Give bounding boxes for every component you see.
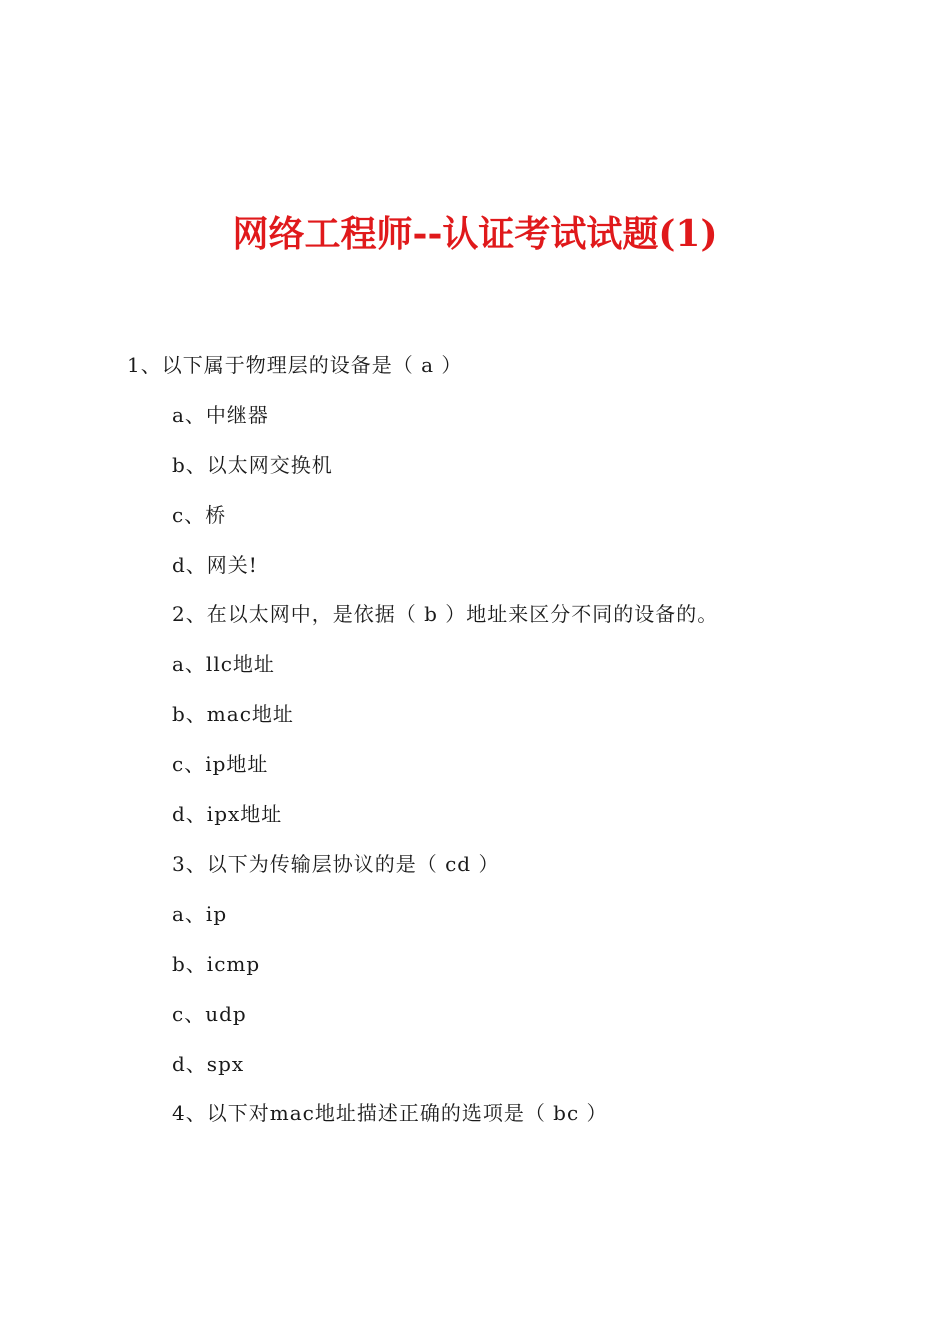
question-3-option-a: a、ip — [172, 902, 228, 926]
question-1-option-b: b、以太网交换机 — [172, 453, 333, 477]
question-1-option-d: d、网关! — [172, 553, 258, 577]
question-1-option-c: c、桥 — [172, 503, 227, 527]
question-2-option-b: b、mac地址 — [172, 702, 294, 726]
question-3-option-c: c、udp — [172, 1002, 247, 1026]
question-3-option-b: b、icmp — [172, 952, 261, 976]
question-2-option-d: d、ipx地址 — [172, 802, 283, 826]
question-2: 2、在以太网中，是依据（ b ）地址来区分不同的设备的。 — [172, 602, 719, 626]
question-2-option-c: c、ip地址 — [172, 752, 269, 776]
question-1-option-a: a、中继器 — [172, 403, 269, 427]
question-3: 3、以下为传输层协议的是（ cd ） — [172, 852, 500, 876]
question-4: 4、以下对mac地址描述正确的选项是（ bc ） — [172, 1101, 608, 1125]
question-1: 1、以下属于物理层的设备是（ a ） — [127, 353, 463, 377]
question-3-option-d: d、spx — [172, 1052, 245, 1076]
page-title: 网络工程师--认证考试试题(1) — [232, 213, 718, 255]
question-2-option-a: a、llc地址 — [172, 652, 275, 676]
